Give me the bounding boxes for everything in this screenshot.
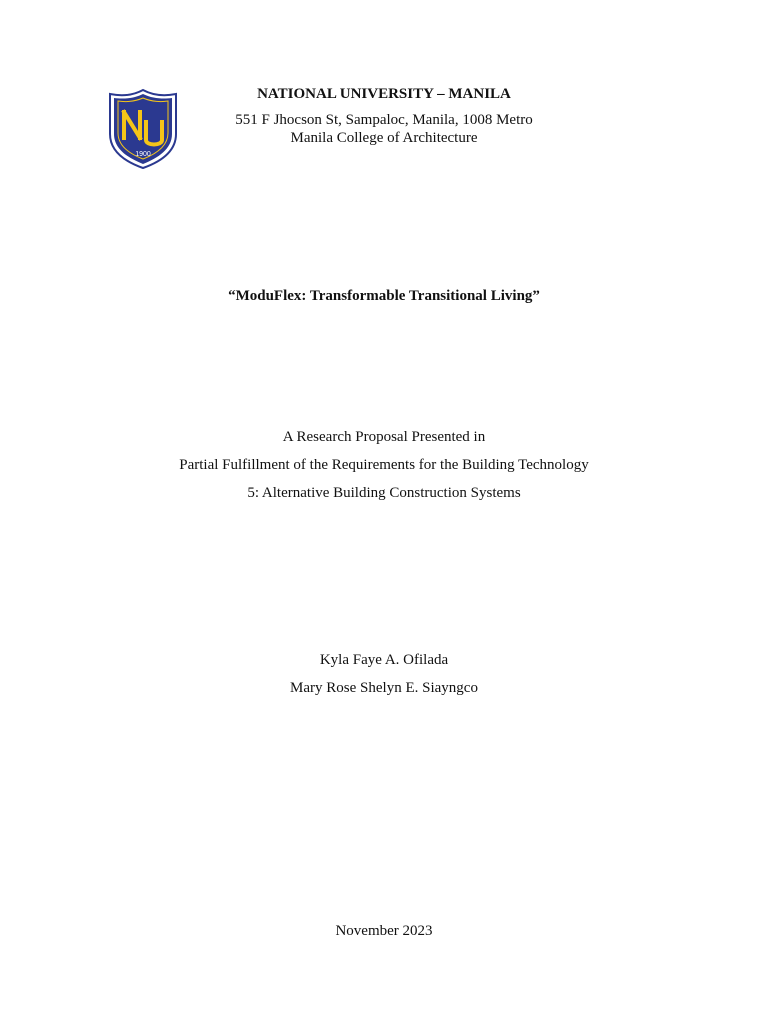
address-line-1: 551 F Jhocson St, Sampaloc, Manila, 1008 Metro [235, 112, 533, 128]
proposal-line-2: Partial Fulfillment of the Requirements for the Building Technology [179, 457, 589, 473]
author-name: Kyla Faye A. Ofilada [319, 652, 449, 668]
proposal-line-1: A Research Proposal Presented in [282, 429, 486, 445]
author-name: Mary Rose Shelyn E. Siayngco [290, 680, 478, 696]
submission-date: November 2023 [335, 923, 433, 939]
proposal-title: “ModuFlex: Transformable Transitional Living” [228, 288, 540, 304]
university-address [0, 111, 768, 147]
address-line-2: Manila College of Architecture [290, 130, 478, 146]
university-name: NATIONAL UNIVERSITY – MANILA [257, 86, 511, 102]
proposal-line-3: 5: Alternative Building Construction Systems [247, 485, 521, 501]
logo-year: 1900 [135, 151, 151, 158]
